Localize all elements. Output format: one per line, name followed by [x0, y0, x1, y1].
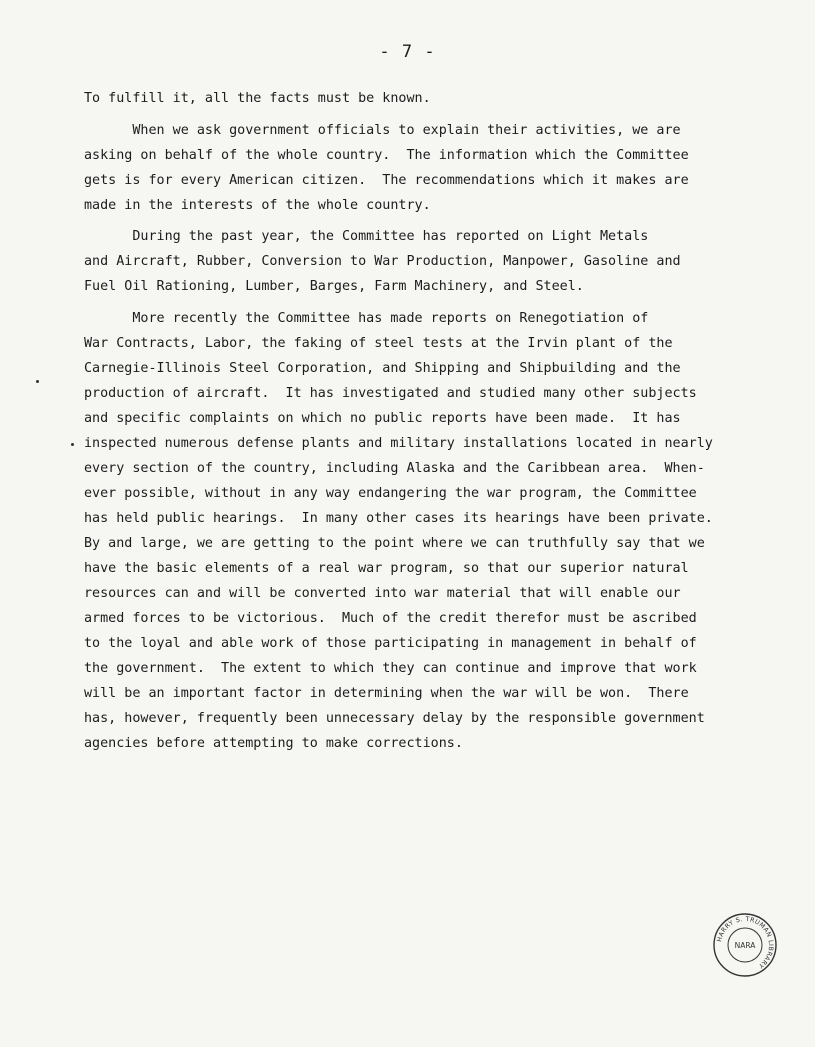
- text-line: has, however, frequently been unnecessary delay by the responsible government: [84, 710, 705, 726]
- document-body: [84, 86, 734, 756]
- stamp-center-text: NARA: [734, 941, 756, 950]
- paragraph: [84, 224, 734, 299]
- text-line: production of aircraft. It has investigated and studied many other subjects: [84, 385, 697, 401]
- text-line: To fulfill it, all the facts must be known.: [84, 91, 431, 106]
- text-line: inspected numerous defense plants and military installations located in nearly: [84, 435, 713, 451]
- library-stamp-icon: [712, 912, 778, 978]
- text-line: Carnegie-Illinois Steel Corporation, and Shipping and Shipbuilding and the: [84, 360, 681, 376]
- margin-dot: [71, 443, 74, 446]
- stamp-outer-text: HARRY S. TRUMAN LIBRARY: [716, 915, 775, 970]
- text-line: agencies before attempting to make corrections.: [84, 735, 463, 751]
- text-line: made in the interests of the whole country.: [84, 197, 431, 213]
- text-line: will be an important factor in determining when the war will be won. There: [84, 685, 689, 701]
- text-line: By and large, we are getting to the point where we can truthfully say that we: [84, 535, 705, 551]
- margin-dot: [36, 380, 39, 383]
- paragraph: [84, 86, 734, 111]
- text-line: and specific complaints on which no public reports have been made. It has: [84, 410, 681, 426]
- text-line: has held public hearings. In many other cases its hearings have been private.: [84, 510, 713, 526]
- text-line: gets is for every American citizen. The recommendations which it makes are: [84, 172, 689, 188]
- text-line: asking on behalf of the whole country. The information which the Committee: [84, 147, 689, 163]
- paragraph: [84, 306, 734, 756]
- text-line: the government. The extent to which they can continue and improve that work: [84, 660, 697, 676]
- text-line: to the loyal and able work of those participating in management in behalf of: [84, 635, 697, 651]
- text-line: resources can and will be converted into war material that will enable our: [84, 585, 681, 601]
- text-line: every section of the country, including Alaska and the Caribbean area. When-: [84, 460, 705, 476]
- text-line: armed forces to be victorious. Much of the credit therefor must be ascribed: [84, 610, 697, 626]
- page-number: - 7 -: [379, 42, 436, 62]
- text-line: During the past year, the Committee has reported on Light Metals: [84, 229, 649, 244]
- text-line: War Contracts, Labor, the faking of steel tests at the Irvin plant of the: [84, 335, 673, 351]
- text-line: When we ask government officials to explain their activities, we are: [84, 122, 681, 138]
- text-line: More recently the Committee has made reports on Renegotiation of: [84, 310, 649, 326]
- text-line: ever possible, without in any way endangering the war program, the Committee: [84, 485, 697, 501]
- text-line: and Aircraft, Rubber, Conversion to War Production, Manpower, Gasoline and: [84, 254, 681, 269]
- paragraph: [84, 118, 734, 218]
- text-line: Fuel Oil Rationing, Lumber, Barges, Farm Machinery, and Steel.: [84, 279, 584, 294]
- text-line: have the basic elements of a real war program, so that our superior natural: [84, 560, 689, 576]
